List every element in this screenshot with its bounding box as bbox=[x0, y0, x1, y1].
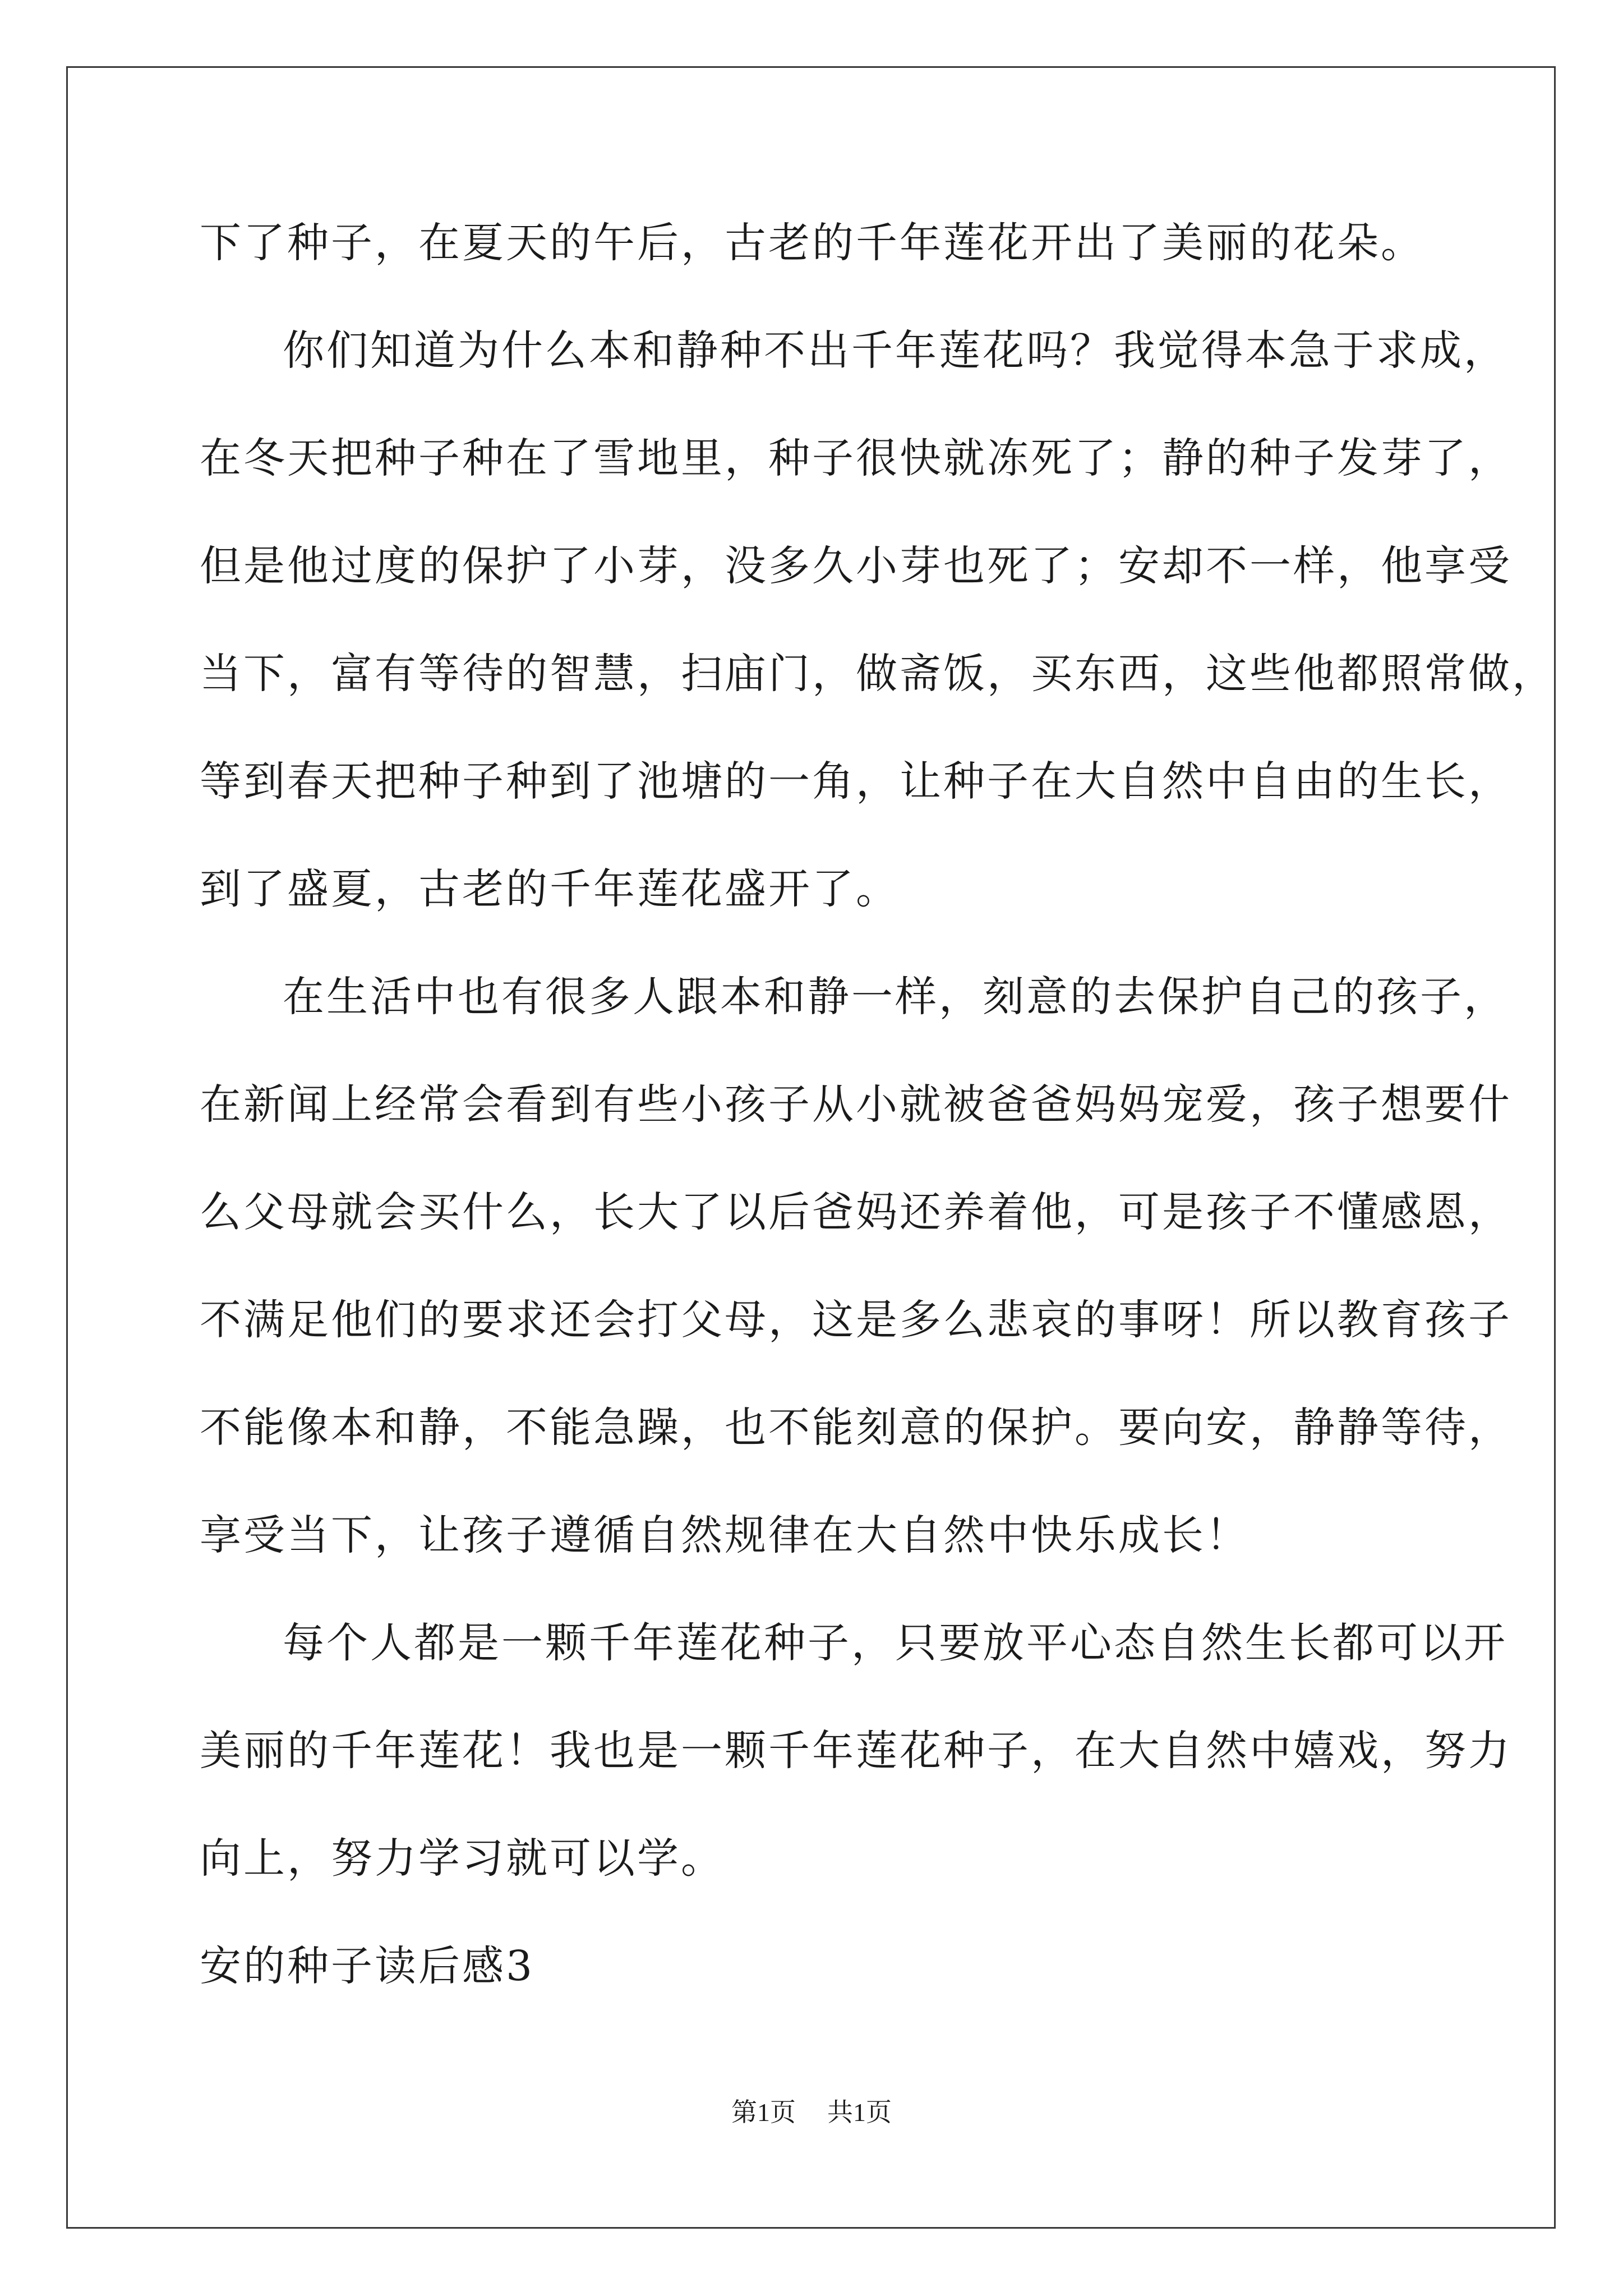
paragraph-line: 每个人都是一颗千年莲花种子，只要放平心态自然生长都可以开 bbox=[283, 1619, 1507, 1667]
paragraph-line: 么父母就会买什么，长大了以后爸妈还养着他，可是孩子不懂感恩， bbox=[200, 1188, 1512, 1236]
paragraph-line: 等到春天把种子种到了池塘的一角，让种子在大自然中自由的生长， bbox=[200, 757, 1512, 806]
paragraph-line: 下了种子，在夏天的午后，古老的千年莲花开出了美丽的花朵。 bbox=[200, 219, 1424, 267]
page-total: 共1页 bbox=[827, 2098, 892, 2127]
paragraph-line: 享受当下，让孩子遵循自然规律在大自然中快乐成长！ bbox=[200, 1511, 1249, 1559]
section-heading: 安的种子读后感3 bbox=[200, 1942, 535, 1990]
paragraph-line: 不满足他们的要求还会打父母，这是多么悲哀的事呀！所以教育孩子 bbox=[200, 1296, 1512, 1344]
paragraph-line: 向上，努力学习就可以学。 bbox=[200, 1834, 725, 1883]
page-footer bbox=[0, 2096, 1623, 2129]
paragraph-line: 你们知道为什么本和静种不出千年莲花吗？我觉得本急于求成， bbox=[283, 326, 1507, 375]
paragraph-line: 到了盛夏，古老的千年莲花盛开了。 bbox=[200, 865, 900, 913]
paragraph-line: 但是他过度的保护了小芽，没多久小芽也死了；安却不一样，他享受 bbox=[200, 542, 1512, 590]
paragraph-line: 在新闻上经常会看到有些小孩子从小就被爸爸妈妈宠爱，孩子想要什 bbox=[200, 1080, 1512, 1129]
paragraph-line: 当下，富有等待的智慧，扫庙门，做斋饭，买东西，这些他都照常做， bbox=[200, 650, 1556, 698]
document-body bbox=[200, 216, 1556, 1993]
paragraph-line: 在生活中也有很多人跟本和静一样，刻意的去保护自己的孩子， bbox=[283, 973, 1507, 1021]
paragraph-line: 不能像本和静，不能急躁，也不能刻意的保护。要向安，静静等待， bbox=[200, 1404, 1512, 1452]
paragraph-line: 美丽的千年莲花！我也是一颗千年莲花种子，在大自然中嬉戏，努力 bbox=[200, 1727, 1512, 1775]
page-number: 第1页 bbox=[731, 2098, 796, 2127]
paragraph-line: 在冬天把种子种在了雪地里，种子很快就冻死了；静的种子发芽了， bbox=[200, 434, 1512, 482]
